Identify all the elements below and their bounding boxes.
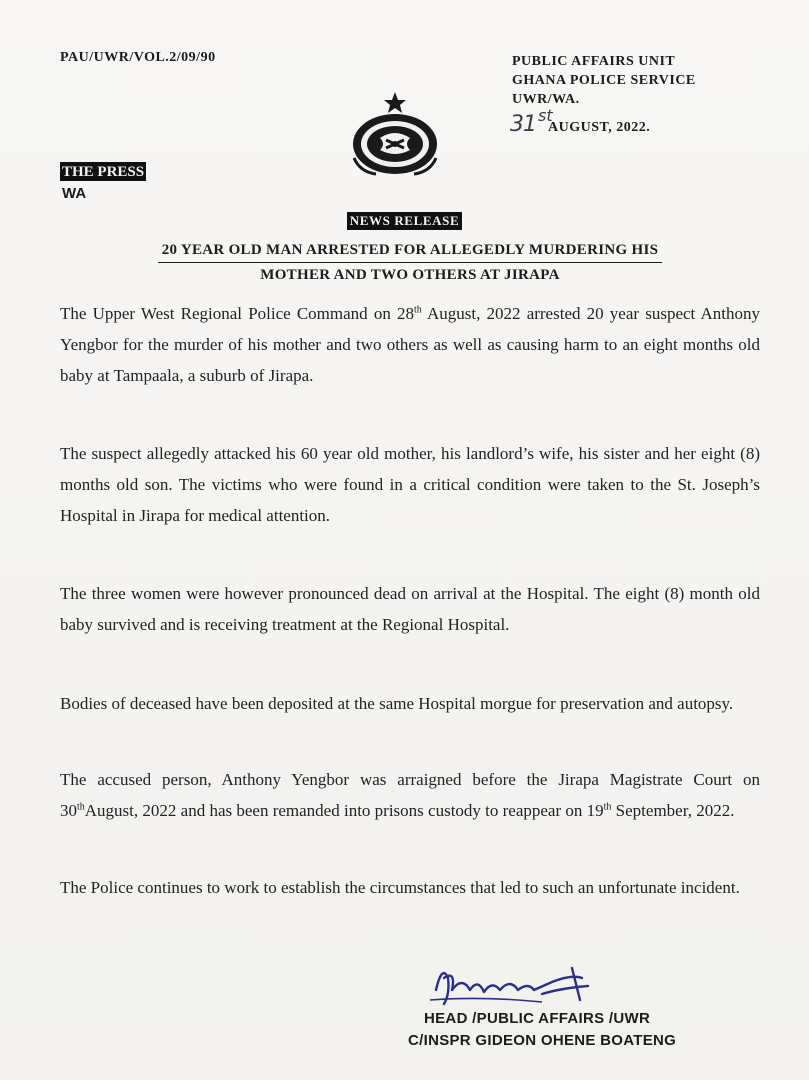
release-label: NEWS RELEASE bbox=[347, 212, 462, 230]
reference-number: PAU/UWR/VOL.2/09/90 bbox=[60, 50, 216, 65]
body-paragraph-3: The three women were however pronounced dead on arrival at the Hospital. The eight (8) month old baby survived and is receiving treatment at the Regional Hospital. bbox=[60, 584, 760, 634]
signoff-name: C/INSPR GIDEON OHENE BOATENG bbox=[408, 1032, 677, 1049]
document-date bbox=[510, 106, 651, 137]
unit-line-1: PUBLIC AFFAIRS UNIT bbox=[512, 54, 676, 69]
p1-superscript: th bbox=[414, 304, 422, 316]
date-day-handwritten: 31 bbox=[510, 112, 536, 137]
body-paragraph-1 bbox=[60, 298, 760, 391]
recipient-title: THE PRESS bbox=[62, 164, 145, 180]
handwritten-signature bbox=[422, 960, 602, 1014]
headline bbox=[80, 238, 740, 287]
p1-text-b: August, 2022 arrested 20 year suspect Anthony Yengbor for the murder of his mother and two others as well as causing harm to an eight months old baby at Tampaala, a suburb of Jirapa. bbox=[60, 304, 760, 385]
recipient-location: WA bbox=[62, 185, 87, 202]
unit-line-3: UWR/WA. bbox=[512, 92, 580, 107]
body-paragraph-2: The suspect allegedly attacked his 60 year old mother, his landlord’s wife, his sister and her eight (8) months old son. The victims who were found in a critical condition were taken to the St. Joseph’s Hospital in Jirapa for medical attention. bbox=[60, 444, 760, 525]
body-paragraph-6: The Police continues to work to establish the circumstances that led to such an unfortunate incident. bbox=[60, 878, 740, 897]
p5-text-b: August, 2022 and has been remanded into prisons custody to reappear on 19 bbox=[84, 801, 604, 820]
p5-superscript-2: th bbox=[603, 801, 612, 813]
headline-line-2: MOTHER AND TWO OTHERS AT JIRAPA bbox=[260, 267, 560, 283]
signoff-block bbox=[408, 1008, 676, 1052]
ghana-police-crest-icon bbox=[346, 88, 444, 182]
headline-line-1: 20 YEAR OLD MAN ARRESTED FOR ALLEGEDLY MURDERING HIS bbox=[158, 238, 663, 263]
issuing-unit bbox=[512, 52, 696, 109]
p5-superscript-1: th bbox=[77, 801, 85, 813]
date-day-suffix: st bbox=[538, 106, 553, 125]
body-paragraph-4: Bodies of deceased have been deposited at the same Hospital morgue for preservation and autopsy. bbox=[60, 694, 734, 713]
date-month-year: AUGUST, 2022. bbox=[548, 120, 651, 135]
p5-text-a: The accused person, Anthony Yengbor was arraigned before the Jirapa Magistrate Court on 30 bbox=[60, 770, 760, 820]
release-label-row bbox=[0, 212, 809, 230]
p1-text-a: The Upper West Regional Police Command on 28 bbox=[60, 304, 414, 323]
body-paragraph-5 bbox=[60, 764, 760, 826]
unit-line-2: GHANA POLICE SERVICE bbox=[512, 73, 696, 88]
signoff-title: HEAD /PUBLIC AFFAIRS /UWR bbox=[424, 1010, 651, 1027]
p5-text-c: September, 2022. bbox=[611, 801, 735, 820]
